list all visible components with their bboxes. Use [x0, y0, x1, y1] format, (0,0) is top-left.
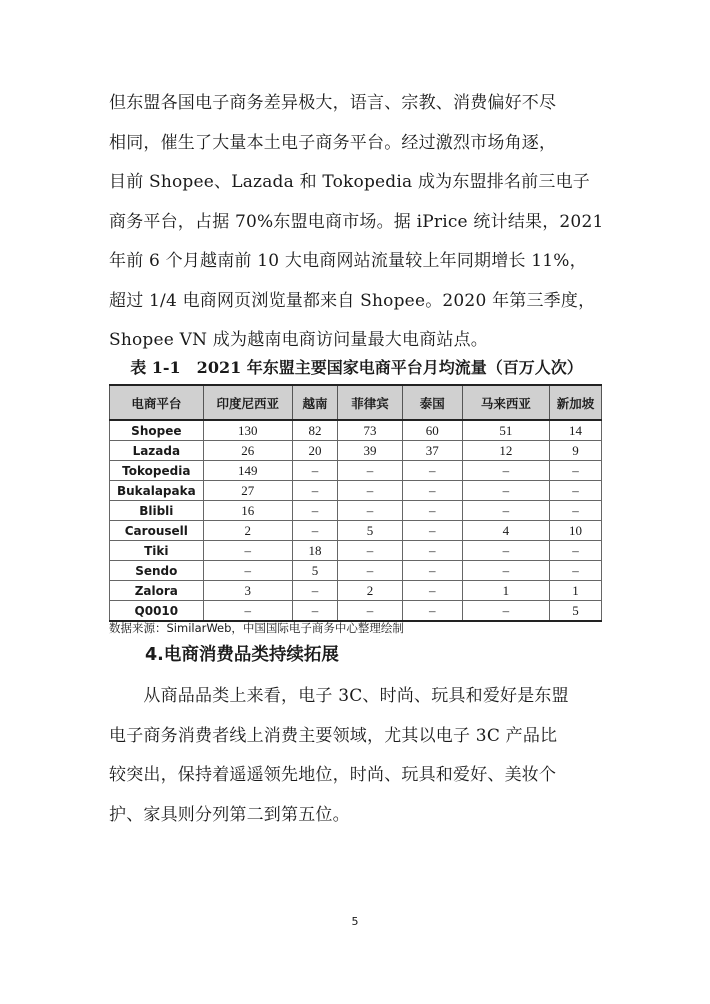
value-cell: 51: [462, 420, 549, 441]
value-cell: –: [549, 461, 601, 481]
value-cell: –: [402, 601, 462, 622]
section-heading: 4.电商消费品类持续拓展: [145, 645, 339, 665]
value-cell: –: [402, 461, 462, 481]
text-line: 电子商务消费者线上消费主要领域，尤其以电子 3C 产品比: [109, 725, 558, 746]
value-cell: –: [292, 521, 337, 541]
col-header-malaysia: 马来西亚: [462, 385, 549, 420]
platform-cell: Bukalapaka: [110, 481, 204, 501]
platform-cell: Lazada: [110, 441, 204, 461]
value-cell: –: [203, 561, 292, 581]
value-cell: 37: [402, 441, 462, 461]
value-cell: –: [292, 601, 337, 622]
paragraph-categories: [109, 677, 604, 835]
value-cell: –: [549, 501, 601, 521]
value-cell: 1: [549, 581, 601, 601]
text-line: 相同，催生了大量本土电子商务平台。经过激烈市场角逐，: [109, 132, 557, 153]
col-header-platform: 电商平台: [110, 385, 204, 420]
table-row: [110, 501, 602, 521]
paragraph-intro: [109, 84, 604, 361]
value-cell: 82: [292, 420, 337, 441]
value-cell: –: [338, 561, 403, 581]
value-cell: –: [402, 501, 462, 521]
value-cell: 14: [549, 420, 601, 441]
value-cell: –: [338, 541, 403, 561]
platform-cell: Blibli: [110, 501, 204, 521]
table-row: [110, 461, 602, 481]
table-caption: 表 1-1 2021 年东盟主要国家电商平台月均流量（百万人次）: [130, 358, 583, 377]
text-line: 目前 Shopee、Lazada 和 Tokopedia 成为东盟排名前三电子: [109, 172, 590, 192]
value-cell: –: [292, 581, 337, 601]
text-line: 商务平台，占据 70%东盟电商市场。据 iPrice 统计结果，2021: [109, 211, 604, 232]
value-cell: –: [402, 561, 462, 581]
table-row: [110, 601, 602, 622]
platform-cell: Carousell: [110, 521, 204, 541]
value-cell: 18: [292, 541, 337, 561]
value-cell: 5: [549, 601, 601, 622]
col-header-thailand: 泰国: [402, 385, 462, 420]
value-cell: –: [338, 481, 403, 501]
col-header-singapore: 新加坡: [549, 385, 601, 420]
col-header-vietnam: 越南: [292, 385, 337, 420]
value-cell: –: [338, 501, 403, 521]
col-header-philippines: 菲律宾: [338, 385, 403, 420]
value-cell: 27: [203, 481, 292, 501]
value-cell: –: [462, 461, 549, 481]
text-line: 超过 1/4 电商网页浏览量都来自 Shopee。2020 年第三季度，: [109, 290, 596, 311]
value-cell: 149: [203, 461, 292, 481]
platform-cell: Q0010: [110, 601, 204, 622]
value-cell: –: [292, 481, 337, 501]
value-cell: –: [462, 501, 549, 521]
traffic-table: [109, 384, 602, 622]
value-cell: –: [292, 501, 337, 521]
value-cell: 130: [203, 420, 292, 441]
value-cell: –: [462, 481, 549, 501]
value-cell: 5: [292, 561, 337, 581]
table-row: [110, 541, 602, 561]
text-line: Shopee VN 成为越南电商访问量最大电商站点。: [109, 330, 488, 350]
value-cell: –: [402, 481, 462, 501]
value-cell: 2: [338, 581, 403, 601]
value-cell: –: [402, 541, 462, 561]
value-cell: –: [549, 561, 601, 581]
value-cell: –: [549, 541, 601, 561]
value-cell: 4: [462, 521, 549, 541]
value-cell: 2: [203, 521, 292, 541]
value-cell: 10: [549, 521, 601, 541]
table-header-row: [110, 385, 602, 420]
value-cell: 26: [203, 441, 292, 461]
platform-cell: Tiki: [110, 541, 204, 561]
text-line: 但东盟各国电子商务差异极大，语言、宗教、消费偏好不尽: [109, 93, 557, 113]
value-cell: 1: [462, 581, 549, 601]
data-source-note: 数据来源：SimilarWeb，中国国际电子商务中心整理绘制: [109, 621, 404, 635]
text-line: 较突出，保持着遥遥领先地位，时尚、玩具和爱好、美妆个: [109, 765, 557, 785]
value-cell: 5: [338, 521, 403, 541]
value-cell: –: [402, 581, 462, 601]
table-row: [110, 581, 602, 601]
text-line: 护、家具则分列第二到第五位。: [109, 804, 350, 825]
table-row: [110, 521, 602, 541]
platform-cell: Shopee: [110, 420, 204, 441]
page-number: 5: [351, 915, 359, 928]
table-row: [110, 481, 602, 501]
platform-cell: Zalora: [110, 581, 204, 601]
value-cell: –: [402, 521, 462, 541]
value-cell: –: [462, 561, 549, 581]
value-cell: –: [549, 481, 601, 501]
value-cell: 73: [338, 420, 403, 441]
text-line: 年前 6 个月越南前 10 大电商网站流量较上年同期增长 11%，: [109, 251, 587, 271]
col-header-indonesia: 印度尼西亚: [203, 385, 292, 420]
value-cell: –: [338, 601, 403, 622]
value-cell: 20: [292, 441, 337, 461]
table-row: [110, 561, 602, 581]
text-line: 从商品品类上来看，电子 3C、时尚、玩具和爱好是东盟: [109, 686, 569, 706]
value-cell: 9: [549, 441, 601, 461]
table-row: [110, 441, 602, 461]
value-cell: 12: [462, 441, 549, 461]
value-cell: 39: [338, 441, 403, 461]
platform-cell: Sendo: [110, 561, 204, 581]
value-cell: –: [292, 461, 337, 481]
value-cell: –: [203, 601, 292, 622]
value-cell: 60: [402, 420, 462, 441]
platform-cell: Tokopedia: [110, 461, 204, 481]
value-cell: –: [203, 541, 292, 561]
value-cell: –: [338, 461, 403, 481]
value-cell: –: [462, 541, 549, 561]
value-cell: –: [462, 601, 549, 622]
value-cell: 16: [203, 501, 292, 521]
value-cell: 3: [203, 581, 292, 601]
table-row: [110, 420, 602, 441]
